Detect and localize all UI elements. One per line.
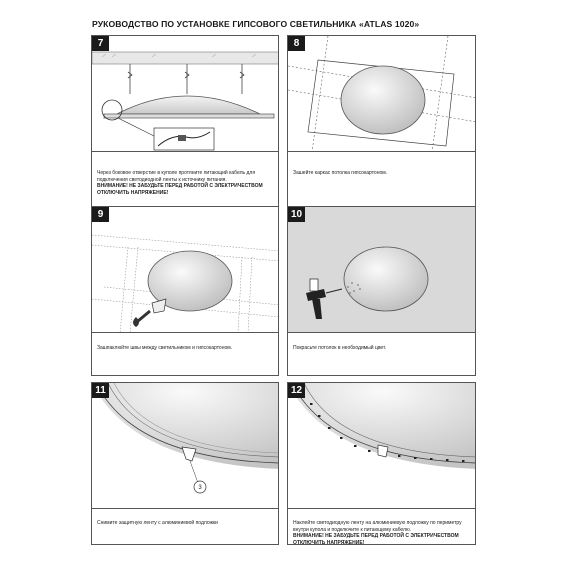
step-9-text: Зашпаклюйте швы между светильником и гипсокартоном. <box>97 345 233 351</box>
step-12-illustration <box>288 383 475 509</box>
step-12-panel <box>287 382 476 545</box>
step-9-panel <box>91 206 279 376</box>
step-12-text: Наклейте светодиодную ленту на алюминиевую подложку по периметру внутри купола и подключите к питающему кабелю. <box>293 520 462 533</box>
step-11-panel <box>91 382 279 545</box>
drywall-frame-drawing <box>288 36 475 152</box>
step-12-number: 12 <box>288 383 305 398</box>
step-7-illustration <box>92 36 278 152</box>
step-10-panel <box>287 206 476 376</box>
step-11-caption <box>97 520 274 527</box>
remove-protective-tape-drawing <box>92 383 278 509</box>
step-10-caption <box>293 345 471 352</box>
step-7-warning: ВНИМАНИЕ! НЕ ЗАБУДЬТЕ ПЕРЕД РАБОТОЙ С ЭЛЕКТРИЧЕСТВОМ ОТКЛЮЧИТЬ НАПРЯЖЕНИЕ! <box>97 183 263 196</box>
step-11-number: 11 <box>92 383 109 398</box>
step-12-caption <box>293 520 471 546</box>
ceiling-dome-cable-drawing <box>92 36 278 152</box>
step-8-number: 8 <box>288 36 305 51</box>
step-10-text: Покрасьте потолок в необходимый цвет. <box>293 345 387 351</box>
putty-seams-drawing <box>92 207 278 333</box>
step-12-warning: ВНИМАНИЕ! НЕ ЗАБУДЬТЕ ПЕРЕД РАБОТОЙ С ЭЛЕКТРИЧЕСТВОМ ОТКЛЮЧИТЬ НАПРЯЖЕНИЕ! <box>293 533 459 546</box>
step-8-panel <box>287 35 476 213</box>
spray-gun-icon <box>306 279 342 319</box>
step-11-text: Снимите защитную ленту с алюминиевой подложки <box>97 520 218 526</box>
led-strip-drawing <box>288 383 475 509</box>
step-7-caption <box>97 170 274 196</box>
step-9-illustration <box>92 207 278 333</box>
step-7-number: 7 <box>92 36 109 51</box>
paint-ceiling-drawing <box>288 207 475 333</box>
step-8-caption <box>293 170 471 177</box>
step-10-illustration <box>288 207 475 333</box>
step-8-illustration <box>288 36 475 152</box>
callout-3-label: 3 <box>198 485 202 491</box>
step-9-caption <box>97 345 274 352</box>
step-10-number: 10 <box>288 207 305 222</box>
step-7-panel <box>91 35 279 213</box>
step-9-number: 9 <box>92 207 109 222</box>
step-11-illustration <box>92 383 278 509</box>
step-8-text: Зашейте каркас потолка гипсокартоном. <box>293 170 388 176</box>
step-7-text: Через боковое отверстие в куполе протяните питающий кабель для подключения светодиодной ленты к источнику питания. <box>97 170 256 183</box>
page-title: РУКОВОДСТВО ПО УСТАНОВКЕ ГИПСОВОГО СВЕТИЛЬНИКА «ATLAS 1020» <box>92 19 420 29</box>
